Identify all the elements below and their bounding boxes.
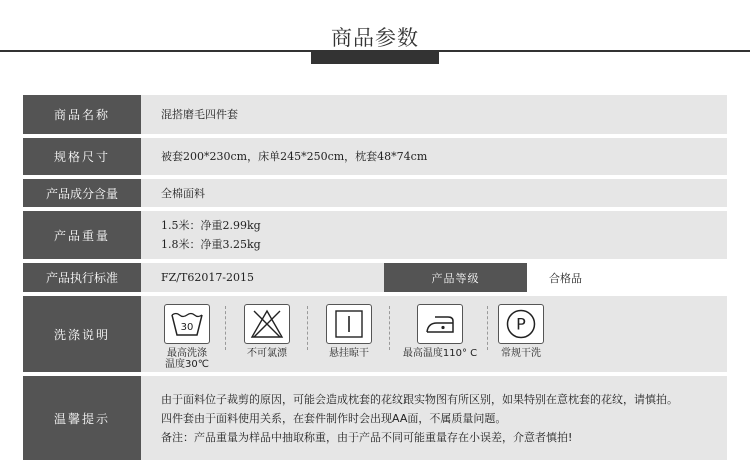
value-weight-18m: 1.8米：净重3.25kg bbox=[161, 238, 261, 251]
divider bbox=[487, 306, 488, 350]
divider bbox=[389, 306, 390, 350]
hang-dry-icon bbox=[326, 304, 372, 344]
caption-wash-line2: 温度30℃ bbox=[165, 359, 209, 370]
row-product-name bbox=[23, 95, 727, 134]
dry-clean-p-icon bbox=[498, 304, 544, 344]
wash-30-icon bbox=[164, 304, 210, 344]
iron-110-icon bbox=[417, 304, 463, 344]
caption-hang-dry: 悬挂晾干 bbox=[329, 348, 369, 359]
caption-dry-clean: 常规干洗 bbox=[501, 348, 541, 359]
row-weight bbox=[23, 211, 727, 259]
care-item-dry-clean bbox=[491, 304, 551, 359]
care-item-wash bbox=[157, 304, 217, 370]
care-item-iron bbox=[399, 304, 481, 359]
grade-value-cell bbox=[527, 263, 727, 292]
care-item-hang-dry bbox=[319, 304, 379, 359]
label-composition: 产品成分含量 bbox=[23, 179, 141, 207]
dry-clean-badge: P bbox=[516, 314, 526, 334]
label-standard: 产品执行标准 bbox=[23, 263, 141, 292]
value-standard: FZ/T62017-2015 bbox=[161, 271, 255, 284]
label-notes: 温馨提示 bbox=[23, 376, 141, 460]
title-underline-bar bbox=[311, 52, 439, 64]
label-wash: 洗涤说明 bbox=[23, 296, 141, 372]
no-bleach-icon bbox=[244, 304, 290, 344]
caption-bleach: 不可氯漂 bbox=[247, 348, 287, 359]
wash-temp-badge: 30 bbox=[180, 322, 194, 333]
value-weight-15m: 1.5米：净重2.99kg bbox=[161, 219, 261, 232]
label-grade: 产品等级 bbox=[384, 263, 527, 292]
care-item-bleach bbox=[237, 304, 297, 359]
divider bbox=[307, 306, 308, 350]
row-wash bbox=[23, 296, 727, 372]
divider bbox=[225, 306, 226, 350]
caption-iron: 最高温度110° C bbox=[402, 348, 478, 359]
wash-icons bbox=[161, 296, 727, 372]
value-size: 被套200*230cm，床单245*250cm，枕套48*74cm bbox=[161, 150, 428, 163]
row-notes bbox=[23, 376, 727, 460]
row-size bbox=[23, 138, 727, 175]
caption-wash-line1: 最高洗涤 bbox=[167, 348, 207, 359]
section-title: 商品参数 bbox=[331, 26, 419, 50]
label-weight: 产品重量 bbox=[23, 211, 141, 259]
note-line-1: 由于面料位子裁剪的原因，可能会造成枕套的花纹跟实物图有所区别，如果特别在意枕套的花纹，请慎拍。 bbox=[161, 392, 678, 406]
label-size: 规格尺寸 bbox=[23, 138, 141, 175]
value-grade: 合格品 bbox=[549, 271, 582, 285]
value-composition: 全棉面料 bbox=[161, 186, 205, 200]
label-product-name: 商品名称 bbox=[23, 95, 141, 134]
note-line-2: 四件套由于面料使用关系，在套件制作时会出现AA面，不属质量问题。 bbox=[161, 411, 507, 425]
row-composition bbox=[23, 179, 727, 207]
row-standard bbox=[23, 263, 727, 292]
value-product-name: 混搭磨毛四件套 bbox=[161, 108, 238, 121]
note-line-3: 备注：产品重量为样品中抽取称重，由于产品不同可能重量存在小误差，介意者慎拍! bbox=[161, 430, 573, 444]
